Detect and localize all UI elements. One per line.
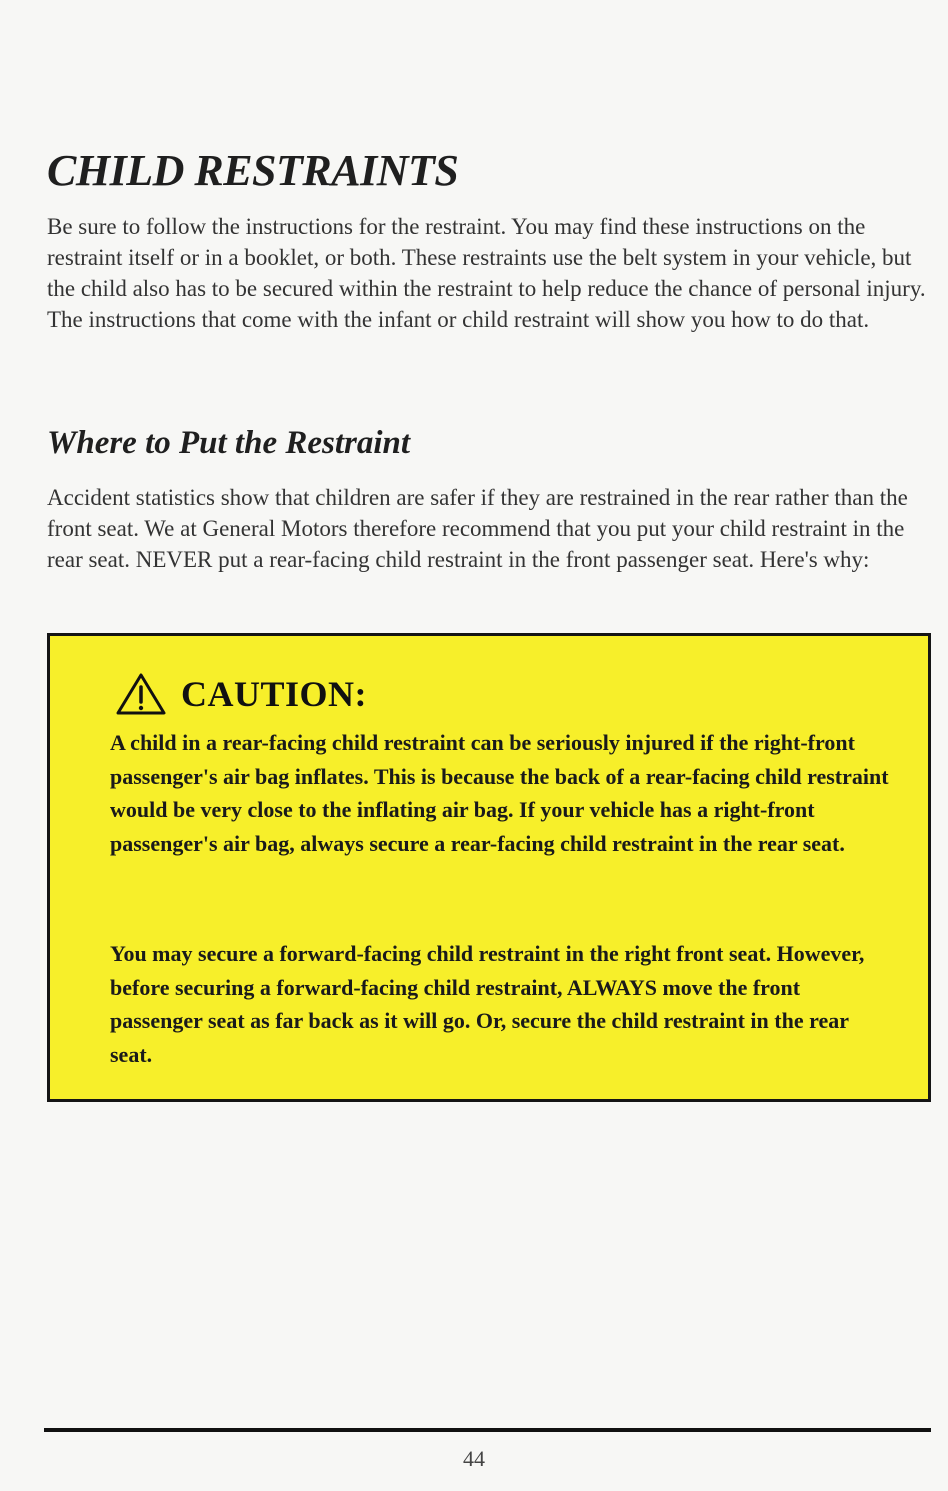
- caution-paragraph-1: A child in a rear-facing child restraint can be seriously injured if the right-front passenger's air bag inflates. This is because the back of a rear-facing child restraint would be very close to the inflating air bag. If your vehicle has a right-front passenger's air bag, always secure a rear-facing child restraint in the rear seat.: [110, 730, 889, 856]
- caution-box: [47, 633, 931, 1102]
- page-title: CHILD RESTRAINTS: [47, 146, 459, 195]
- caution-paragraph-2: You may secure a forward-facing child restraint in the right front seat. However, before securing a forward-facing child restraint, ALWAYS move the front passenger seat as far back as it will go. Or, secure the child restraint in the rear seat.: [110, 941, 865, 1067]
- page-number: 44: [463, 1446, 485, 1471]
- footer-rule: [44, 1428, 931, 1432]
- intro-paragraph: Be sure to follow the instructions for the restraint. You may find these instructions on the restraint itself or in a booklet, or both. These restraints use the belt system in your vehicle, but the child also has to be secured within the restraint to help reduce the chance of personal injury. The instructions that come with the infant or child restraint will show you how to do that.: [47, 214, 926, 332]
- section-heading: Where to Put the Restraint: [47, 425, 411, 461]
- caution-header: [115, 672, 367, 716]
- caution-label: CAUTION:: [181, 674, 368, 714]
- warning-triangle-icon: [115, 672, 167, 716]
- section-body: Accident statistics show that children are safer if they are restrained in the rear rather than the front seat. We at General Motors therefore recommend that you put your child restraint in the rear seat. NEVER put a rear-facing child restraint in the front passenger seat. Here's why:: [47, 485, 908, 572]
